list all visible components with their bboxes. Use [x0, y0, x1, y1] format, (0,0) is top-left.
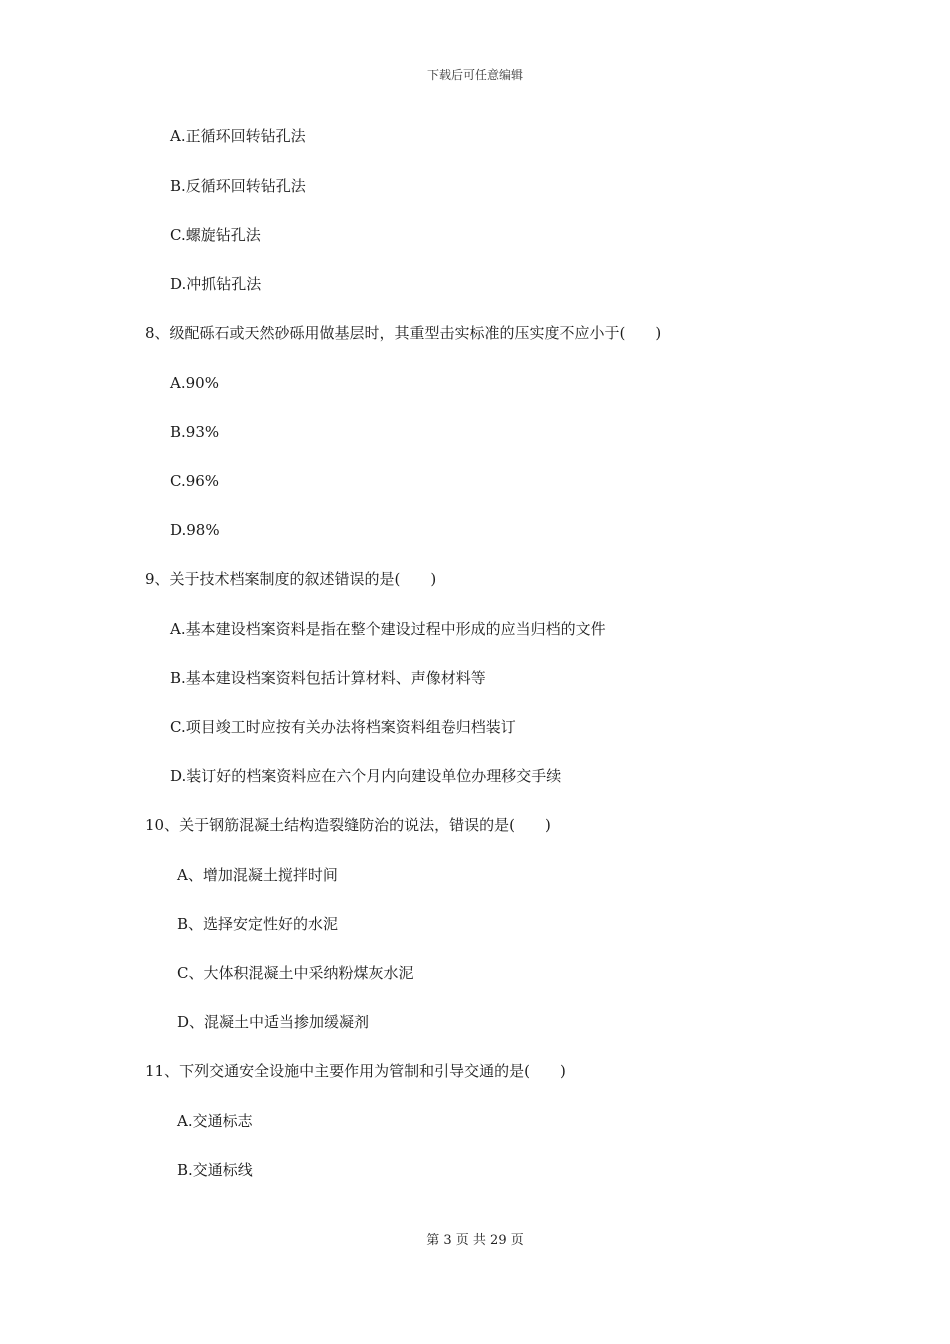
q10-option-d: D、混凝土中适当掺加缓凝剂: [177, 1013, 370, 1031]
q9-question: 9、关于技术档案制度的叙述错误的是( ): [145, 570, 437, 588]
q10-option-a: A、增加混凝土搅拌时间: [177, 866, 338, 884]
q9-option-b: B.基本建设档案资料包括计算材料、声像材料等: [170, 669, 486, 687]
q11-option-b: B.交通标线: [177, 1161, 253, 1179]
q7-option-d: D.冲抓钻孔法: [170, 275, 262, 293]
q10-question: 10、关于钢筋混凝土结构造裂缝防治的说法，错误的是( ): [145, 816, 551, 834]
q7-option-a: A.正循环回转钻孔法: [170, 127, 306, 145]
q7-option-c: C.螺旋钻孔法: [170, 226, 261, 244]
page-header: 下载后可任意编辑: [426, 68, 523, 82]
q11-question: 11、下列交通安全设施中主要作用为管制和引导交通的是( ): [145, 1062, 566, 1080]
q10-option-c: C、大体积混凝土中采纳粉煤灰水泥: [177, 964, 414, 982]
q8-question: 8、级配砾石或天然砂砾用做基层时，其重型击实标准的压实度不应小于( ): [145, 324, 662, 342]
q9-option-c: C.项目竣工时应按有关办法将档案资料组卷归档装订: [170, 718, 516, 736]
q8-option-c: C.96%: [170, 472, 220, 490]
q9-option-a: A.基本建设档案资料是指在整个建设过程中形成的应当归档的文件: [170, 620, 606, 638]
q10-option-b: B、选择安定性好的水泥: [177, 915, 339, 933]
q7-option-b: B.反循环回转钻孔法: [170, 177, 306, 195]
q9-option-d: D.装订好的档案资料应在六个月内向建设单位办理移交手续: [170, 767, 562, 785]
page-footer: 第 3 页 共 29 页: [426, 1233, 524, 1248]
q8-option-b: B.93%: [170, 423, 220, 441]
q11-option-a: A.交通标志: [177, 1112, 253, 1130]
q8-option-d: D.98%: [170, 521, 220, 539]
q8-option-a: A.90%: [170, 374, 219, 392]
